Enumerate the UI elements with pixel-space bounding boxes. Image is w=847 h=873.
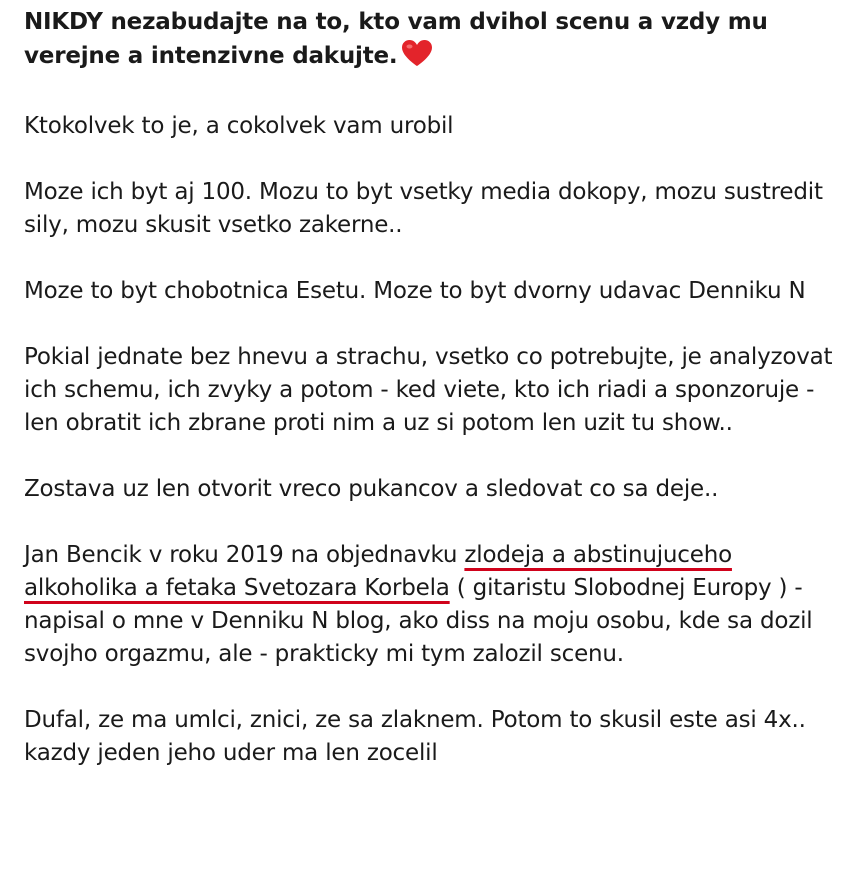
paragraph-5: Zostava uz len otvorit vreco pukancov a sledovat co sa deje.. (24, 476, 719, 502)
post-title-text: NIKDY nezabudajte na to, kto vam dvihol scenu a vzdy mu verejne a intenzivne dakujte. (24, 9, 768, 69)
red-heart-icon (401, 39, 433, 77)
paragraph-last: Dufal, ze ma umlci, znici, ze sa zlaknem. Potom to skusil este asi 4x.. kazdy jeden jeho uder ma len zocelil (24, 707, 806, 766)
post-body (24, 6, 839, 770)
paragraph-4: Pokial jednate bez hnevu a strachu, vsetko co potrebujte, je analyzovat ich schemu, ich zvyky a potom - ked viete, kto ich riadi a sponzoruje - len obratit ich zbrane proti nim a uz si potom len uzit tu show.. (24, 344, 833, 436)
paragraph-1: Ktokolvek to je, a cokolvek vam urobil (24, 113, 454, 139)
jan-text-after: ( gitaristu Slobodnej Europy ) - napisal o mne v Denniku N blog, ako diss na moju osobu, kde sa dozil svojho orgazmu, ale - prakticky mi tym zalozil scenu. (24, 575, 813, 667)
post-title (24, 6, 839, 77)
paragraph-2: Moze ich byt aj 100. Mozu to byt vsetky media dokopy, mozu sustredit sily, mozu skusit vsetko zakerne.. (24, 179, 823, 238)
paragraph-3: Moze to byt chobotnica Esetu. Moze to byt dvorny udavac Denniku N (24, 278, 806, 304)
jan-text-before: Jan Bencik v roku 2019 na objednavku (24, 542, 465, 568)
underlined-phrase: zlodeja a abstinujuceho alkoholika a fetaka Svetozara Korbela (24, 542, 732, 601)
paragraph-jan (24, 539, 839, 671)
